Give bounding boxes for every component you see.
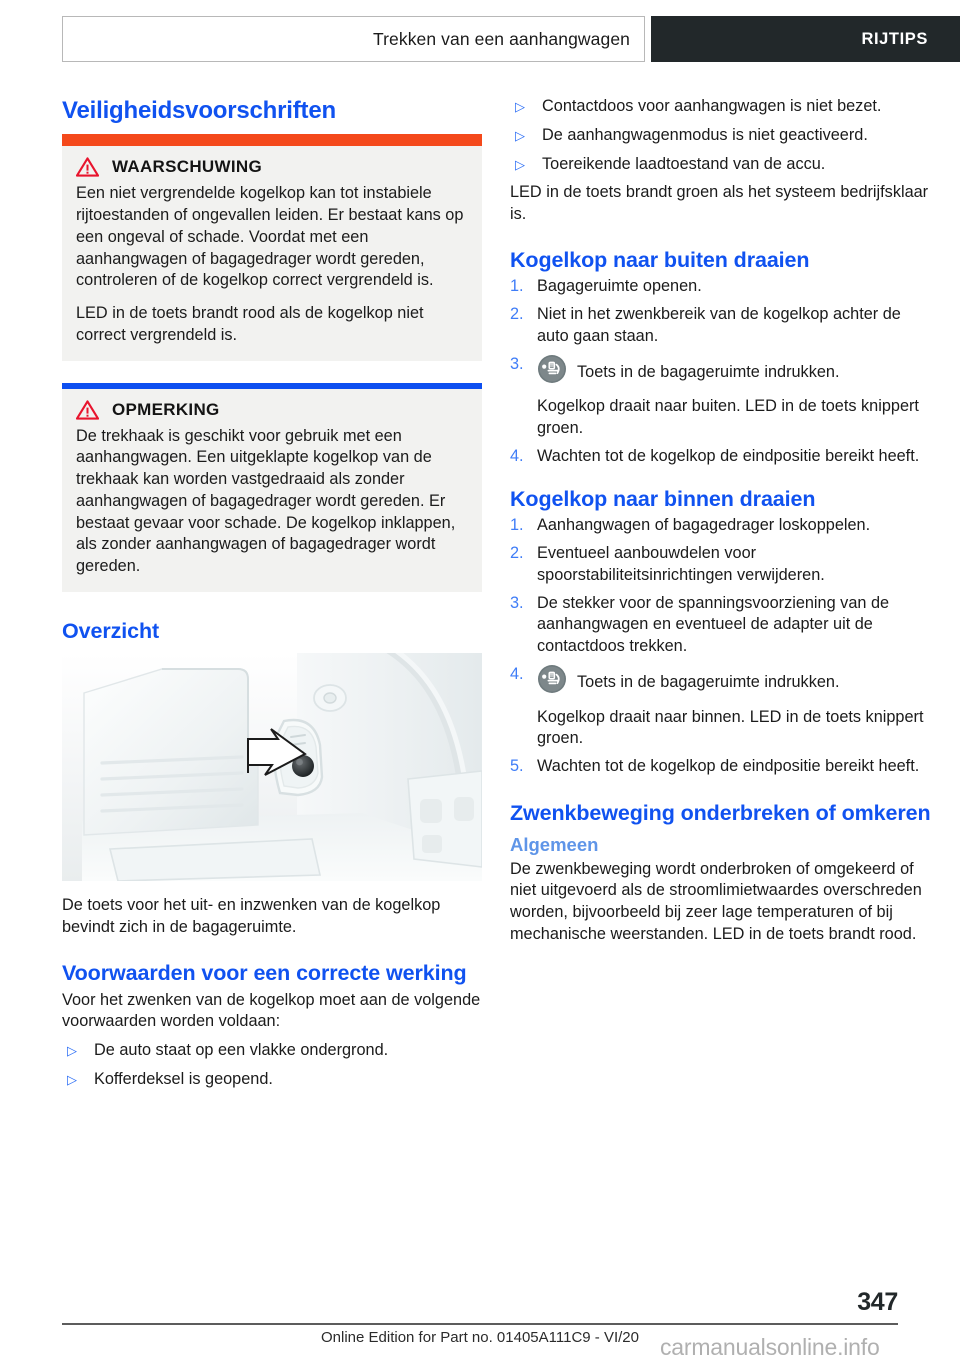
triangle-bullet-icon: ▷ — [515, 156, 525, 172]
warning-box — [62, 140, 482, 360]
conditions-intro: Voor het zwenken van de kogelkop moet aan de volgende voorwaarden worden voldaan: — [62, 990, 481, 1031]
list-item-text: Kofferdeksel is geopend. — [94, 1069, 273, 1088]
overview-heading: Overzicht — [62, 618, 160, 643]
warning-box-label: WAARSCHUWING — [112, 157, 262, 177]
remark-box-header — [76, 400, 468, 420]
step-extra-text: Kogelkop draait naar buiten. LED in de toets knippert groen. — [537, 397, 919, 438]
site-watermark: carmanualsonline.info — [660, 1334, 880, 1360]
page-number: 347 — [857, 1288, 898, 1316]
step-text: Wachten tot de kogelkop de eindpositie bereikt heeft. — [537, 757, 920, 776]
footer-divider — [62, 1323, 898, 1325]
left-column — [62, 96, 482, 1098]
triangle-bullet-icon: ▷ — [67, 1071, 77, 1087]
list-item-text: Contactdoos voor aanhangwagen is niet bezet. — [542, 97, 882, 115]
trailer-hitch-button-icon — [537, 354, 567, 391]
trailer-hitch-button-icon — [537, 664, 567, 701]
step-text: Aanhangwagen of bagagedrager loskoppelen. — [537, 516, 871, 535]
warning-box-header — [76, 157, 468, 177]
page-header — [0, 0, 960, 76]
list-item-text: De auto staat op een vlakke ondergrond. — [94, 1041, 389, 1060]
remark-box — [62, 383, 482, 592]
header-section-tab — [651, 16, 960, 62]
interrupt-paragraph: De zwenkbeweging wordt onderbroken of omgekeerd of niet uitgevoerd als de stroomlimietwaardes overschreden worden, bijvoorbeeld bij zeer lage temperaturen of bij mechanische weerstanden. LED in de toets brandt rood. — [510, 859, 922, 943]
list-item — [510, 664, 934, 701]
list-item — [62, 1040, 482, 1062]
step-text: De stekker voor de spanningsvoorziening van de aanhangwagen en eventueel de adapter uit de contactdoos trekken. — [537, 593, 890, 656]
list-item — [510, 125, 934, 147]
swing-in-heading: Kogelkop naar binnen draaien — [510, 486, 816, 511]
swing-out-step-list — [510, 276, 934, 390]
step-number: 1. — [510, 277, 524, 296]
conditions-bullet-list-continued — [510, 96, 934, 175]
list-item — [62, 1069, 482, 1091]
warning-triangle-icon — [76, 157, 99, 177]
triangle-bullet-icon: ▷ — [67, 1043, 77, 1059]
list-item — [510, 354, 934, 391]
header-chapter-title: Trekken van een aanhangwagen — [372, 28, 630, 49]
list-item — [510, 593, 934, 658]
swing-in-step-list — [510, 515, 934, 700]
conditions-closing-text: LED in de toets brandt groen als het systeem bedrijfsklaar is. — [510, 183, 929, 223]
step-text-with-icon — [537, 664, 934, 701]
list-item-text: De aanhangwagenmodus is niet geactiveerd. — [542, 125, 868, 144]
step-text: Toets in de bagageruimte indrukken. — [577, 362, 840, 381]
step-number: 5. — [510, 757, 524, 776]
list-item — [510, 515, 934, 537]
right-column — [510, 96, 934, 953]
step-number: 2. — [510, 544, 524, 563]
list-item — [510, 154, 934, 176]
conditions-heading: Voorwaarden voor een correcte werking — [62, 960, 467, 985]
step-text: Wachten tot de kogelkop de eindpositie bereikt heeft. — [537, 446, 920, 465]
figure-caption: De toets voor het uit- en inzwenken van de kogelkop bevindt zich in de bagageruimte. — [62, 896, 441, 937]
list-item — [510, 276, 934, 298]
list-item-text: Toereikende laadtoestand van de accu. — [542, 154, 826, 173]
list-item — [510, 543, 934, 587]
list-item — [510, 446, 934, 468]
remark-box-paragraph: De trekhaak is geschikt voor gebruik met een aanhangwagen. Een uitgeklapte kogelkop van de trekhaak kan worden vastgedraaid als zonder aanhangwagen of bagagedrager wordt gereden. Er bestaat gevaar voor schade. De kogelkop inklappen, als zonder aanhangwagen of bagagedrager wordt gereden. — [76, 426, 456, 576]
swing-out-step-list-continued — [510, 446, 934, 468]
step-text: Toets in de bagageruimte indrukken. — [577, 672, 840, 691]
step-number: 3. — [510, 354, 524, 373]
warning-box-paragraph: LED in de toets brandt rood als de kogelkop niet correct vergrendeld is. — [76, 304, 424, 344]
step-text-with-icon — [537, 354, 934, 391]
step-number: 2. — [510, 305, 524, 324]
step-text: Eventueel aanbouwdelen voor spoorstabiliteitsinrichtingen verwijderen. — [537, 544, 825, 584]
step-text: Bagageruimte openen. — [537, 277, 702, 296]
edition-note: Online Edition for Part no. 01405A111C9 - VI/20 — [321, 1329, 639, 1346]
warning-triangle-icon — [76, 400, 99, 420]
interrupt-heading: Zwenkbeweging onderbreken of omkeren — [510, 800, 931, 825]
swing-in-step-list-continued — [510, 756, 934, 778]
triangle-bullet-icon: ▷ — [515, 127, 525, 143]
step-extra-text: Kogelkop draait naar binnen. LED in de toets knippert groen. — [537, 707, 924, 748]
interrupt-subheading: Algemeen — [510, 834, 599, 856]
triangle-bullet-icon: ▷ — [515, 99, 525, 114]
list-item — [510, 304, 934, 348]
step-number: 4. — [510, 664, 524, 683]
warning-box-paragraph: Een niet vergrendelde kogelkop kan tot instabiele rijtoestanden of ongevallen leiden. Er bestaat kans op een ongeval of schade. Voordat met een aanhangwagen of bagagedrager wordt gereden, controleren of de kogelkop correct vergrendeld is. — [76, 184, 464, 290]
step-text: Niet in het zwenkbereik van de kogelkop achter de auto gaan staan. — [537, 305, 901, 345]
header-section-label: RIJTIPS — [861, 29, 928, 48]
header-chapter-tab — [62, 16, 645, 62]
step-number: 3. — [510, 593, 524, 612]
list-item — [510, 756, 934, 778]
page-title: Veiligheidsvoorschriften — [62, 97, 336, 124]
conditions-bullet-list — [62, 1040, 482, 1091]
trunk-button-figure — [62, 653, 482, 881]
step-number: 1. — [510, 516, 524, 535]
list-item — [510, 96, 934, 118]
swing-out-heading: Kogelkop naar buiten draaien — [510, 247, 810, 272]
remark-box-label: OPMERKING — [112, 399, 220, 419]
step-number: 4. — [510, 446, 524, 465]
